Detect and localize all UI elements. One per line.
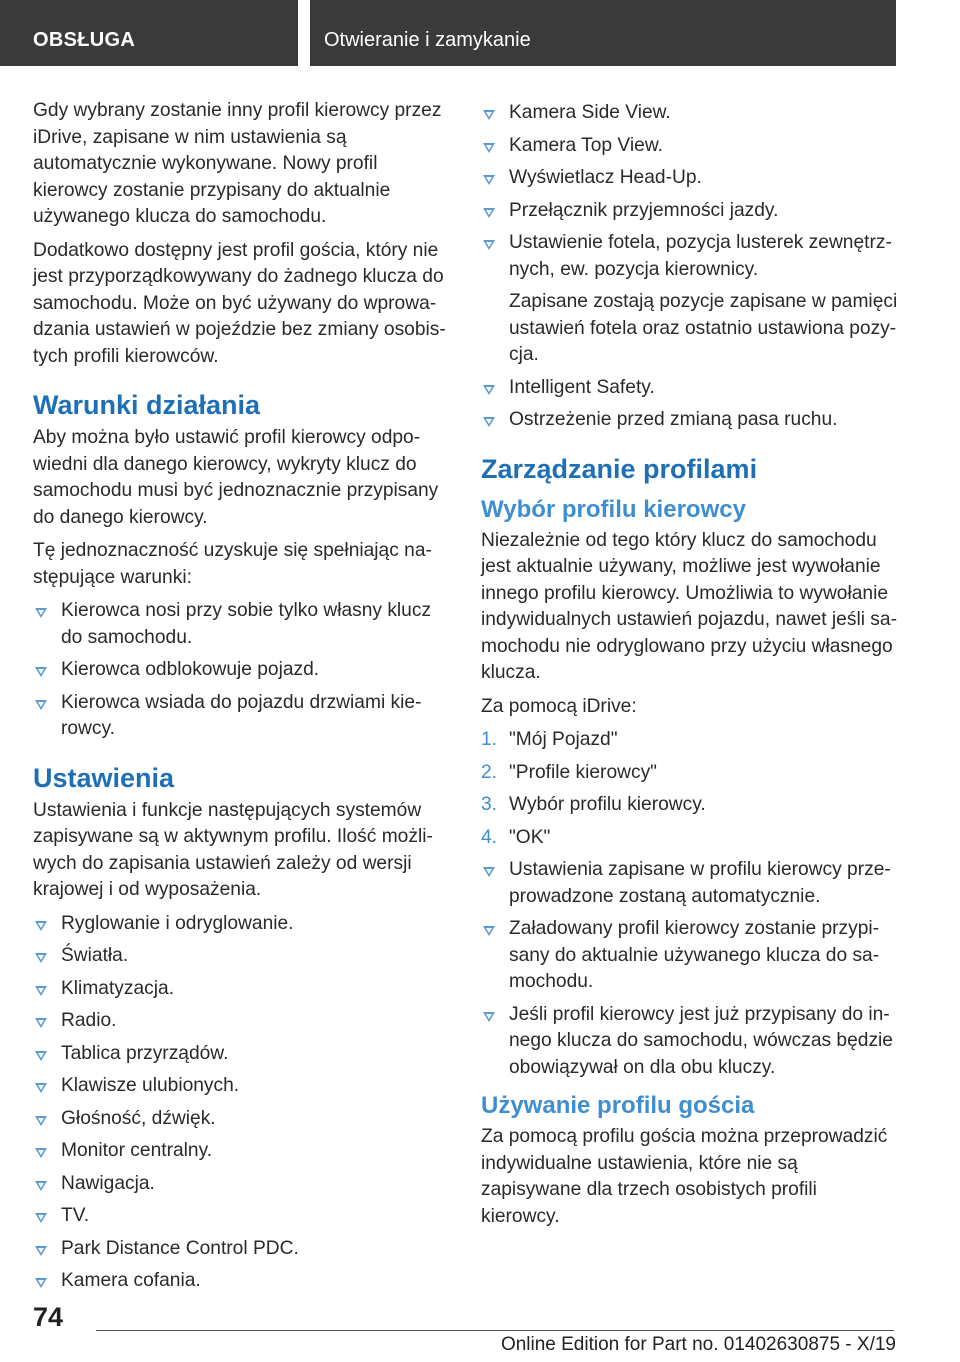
bullet-triangle-icon bbox=[483, 417, 495, 427]
heading-wybor-profilu: Wybór profilu kierowcy bbox=[481, 495, 746, 523]
step-item: 1. "Mój Pojazd" bbox=[481, 727, 899, 754]
list-item: Kamera Side View. bbox=[481, 100, 899, 127]
list-item: Tablica przyrządów. bbox=[33, 1041, 447, 1068]
bullet-triangle-icon bbox=[35, 1278, 47, 1288]
chapter-label: Otwieranie i zamykanie bbox=[324, 29, 531, 51]
bullet-triangle-icon bbox=[35, 1018, 47, 1028]
bullet-triangle-icon bbox=[35, 1051, 47, 1061]
list-item: Kierowca odblokowuje pojazd. bbox=[33, 657, 447, 684]
heading-profil-goscia: Używanie profilu gościa bbox=[481, 1092, 755, 1119]
heading-warunki: Warunki działania bbox=[33, 390, 261, 420]
wybor-paragraph-2: Za pomocą iDrive: bbox=[481, 695, 637, 717]
list-item: Park Distance Control PDC. bbox=[33, 1236, 447, 1263]
seat-memory-note: Zapisane zostają pozycje zapisane w pamięci ustawień fotela oraz ostatnio ustawiona pozycja. bbox=[509, 291, 898, 365]
bullet-triangle-icon bbox=[35, 1213, 47, 1223]
bullet-triangle-icon bbox=[483, 110, 495, 120]
list-item: Ostrzeżenie przed zmianą pasa ruchu. bbox=[481, 407, 899, 434]
intro-paragraph-2: Dodatkowo dostępny jest profil gościa, który nie jest przyporządkowywany do żadnego klucza do samochodu. Może on być używany do wprowadzania ustawień w pojeździe bez zmiany osobistych profili kierowców. bbox=[33, 239, 446, 367]
step-number: 3. bbox=[481, 794, 498, 815]
left-column bbox=[33, 98, 447, 1301]
bullet-triangle-icon bbox=[35, 700, 47, 710]
list-item: TV. bbox=[33, 1203, 447, 1230]
ustawienia-paragraph-1: Ustawienia i funkcje następujących systemów zapisywane są w aktywnym profilu. Ilość możliwych do zapisania ustawień zależy od wersji krajowej i od wyposażenia. bbox=[33, 799, 433, 900]
list-item: Wyświetlacz Head-Up. bbox=[481, 165, 899, 192]
list-item: Kierowca nosi przy sobie tylko własny klucz do samochodu. bbox=[33, 598, 447, 651]
list-item: Kamera Top View. bbox=[481, 133, 899, 160]
step-item: 2. "Profile kierowcy" bbox=[481, 760, 899, 787]
bullet-triangle-icon bbox=[35, 608, 47, 618]
bullet-triangle-icon bbox=[35, 667, 47, 677]
bullet-triangle-icon bbox=[35, 1083, 47, 1093]
bullet-triangle-icon bbox=[483, 208, 495, 218]
ustawienia-list-end bbox=[481, 375, 899, 434]
right-column bbox=[481, 100, 899, 1237]
wybor-result-list bbox=[481, 857, 899, 1081]
page-number: 74 bbox=[33, 1302, 64, 1332]
list-item: Ryglowanie i odryglowanie. bbox=[33, 911, 447, 938]
ustawienia-list bbox=[33, 911, 447, 1295]
footer-edition: Online Edition for Part no. 01402630875 - X/19 bbox=[500, 1334, 896, 1355]
heading-ustawienia: Ustawienia bbox=[33, 762, 175, 793]
bullet-triangle-icon bbox=[483, 240, 495, 250]
warunki-list bbox=[33, 598, 447, 743]
footer-divider bbox=[96, 1330, 894, 1331]
bullet-triangle-icon bbox=[483, 926, 495, 936]
list-item: Światła. bbox=[33, 943, 447, 970]
bullet-triangle-icon bbox=[483, 385, 495, 395]
chapter-tab bbox=[310, 0, 896, 66]
list-item: Monitor centralny. bbox=[33, 1138, 447, 1165]
bullet-triangle-icon bbox=[35, 1246, 47, 1256]
list-item: Przełącznik przyjemności jazdy. bbox=[481, 198, 899, 225]
bullet-triangle-icon bbox=[483, 867, 495, 877]
list-item: Załadowany profil kierowcy zostanie przypisany do aktualnie używanego klucza do samochodu. bbox=[481, 916, 899, 996]
step-item: 3. Wybór profilu kierowcy. bbox=[481, 792, 899, 819]
list-item: Ustawienia zapisane w profilu kierowcy przeprowadzone zostaną automatycznie. bbox=[481, 857, 899, 910]
heading-zarzadzanie: Zarządzanie profilami bbox=[481, 453, 758, 484]
list-item: Klawisze ulubionych. bbox=[33, 1073, 447, 1100]
list-item: Nawigacja. bbox=[33, 1171, 447, 1198]
wybor-paragraph-1: Niezależnie od tego który klucz do samochodu jest aktualnie używany, możliwe jest wywołanie innego profilu kierowcy. Umożliwia to wywołanie indywidualnych ustawień pojazdu, nawet jeśli samochodu nie odryglowano przy użyciu własnego klucza. bbox=[481, 529, 897, 683]
idrive-steps-list bbox=[481, 727, 899, 851]
list-item: Klimatyzacja. bbox=[33, 976, 447, 1003]
intro-paragraph-1: Gdy wybrany zostanie inny profil kierowcy przez iDrive, zapisane w nim ustawienia są automatycznie wykonywane. Nowy profil kierowcy zostanie przypisany do aktualnie używanego klucza do samochodu. bbox=[33, 100, 442, 227]
list-item: Kierowca wsiada do pojazdu drzwiami kierowcy. bbox=[33, 690, 447, 743]
section-label: OBSŁUGA bbox=[33, 29, 136, 51]
gosc-paragraph-1: Za pomocą profilu gościa można przeprowadzić indywidualne ustawienia, które nie są zapisywane dla trzech osobistych profili kierowcy. bbox=[481, 1126, 888, 1227]
bullet-triangle-icon bbox=[35, 1148, 47, 1158]
warunki-paragraph-1: Aby można było ustawić profil kierowcy odpowiedni dla danego kierowcy, wykryty klucz do samochodu musi być jednoznacznie przypisany do danego kierowcy. bbox=[33, 427, 439, 528]
warunki-paragraph-2: Tę jednoznaczność uzyskuje się spełniając następujące warunki: bbox=[33, 540, 432, 588]
bullet-triangle-icon bbox=[35, 1116, 47, 1126]
list-item: Kamera cofania. bbox=[33, 1268, 447, 1295]
step-item: 4. "OK" bbox=[481, 825, 899, 852]
list-item: Głośność, dźwięk. bbox=[33, 1106, 447, 1133]
list-item: Jeśli profil kierowcy jest już przypisany do innego klucza do samochodu, wówczas będzie obowiązywał on dla obu kluczy. bbox=[481, 1002, 899, 1082]
step-number: 4. bbox=[481, 826, 498, 848]
bullet-triangle-icon bbox=[35, 921, 47, 931]
list-item: Ustawienie fotela, pozycja lusterek zewnętrznych, ew. pozycja kierownicy. bbox=[481, 230, 899, 283]
list-item: Radio. bbox=[33, 1008, 447, 1035]
section-tab bbox=[0, 0, 298, 66]
bullet-triangle-icon bbox=[483, 175, 495, 185]
step-number: 2. bbox=[481, 761, 498, 783]
ustawienia-list-continued bbox=[481, 100, 899, 283]
step-number: 1. bbox=[481, 729, 498, 750]
bullet-triangle-icon bbox=[483, 143, 495, 153]
bullet-triangle-icon bbox=[483, 1012, 495, 1022]
bullet-triangle-icon bbox=[35, 1181, 47, 1191]
bullet-triangle-icon bbox=[35, 986, 47, 996]
list-item: Intelligent Safety. bbox=[481, 375, 899, 402]
page-header bbox=[0, 0, 960, 66]
bullet-triangle-icon bbox=[35, 953, 47, 963]
